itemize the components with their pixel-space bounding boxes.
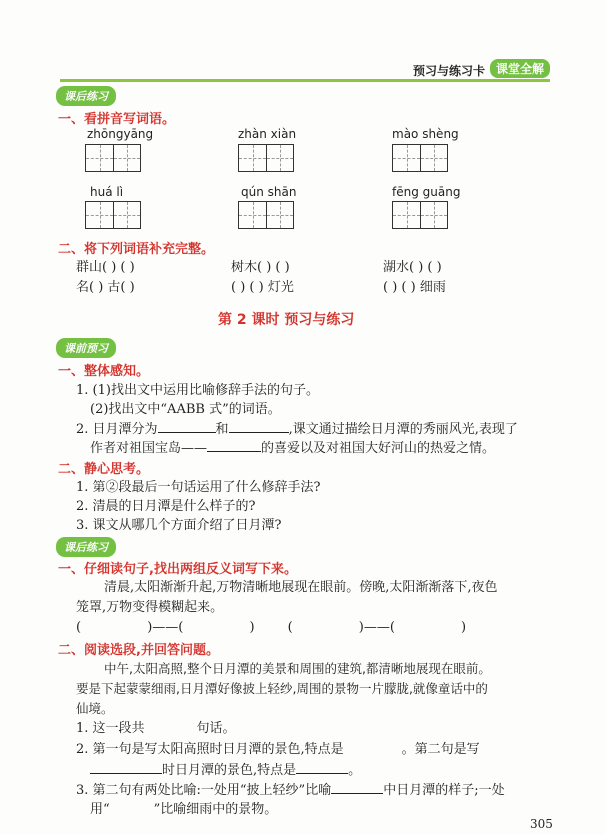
section-tag-before-class: 课前预习 bbox=[56, 338, 116, 358]
question-item: (2)找出文中“AABB 式”的词语。 bbox=[90, 402, 281, 417]
pinyin-label: zhàn xiàn bbox=[238, 127, 297, 141]
text-fragment: 。第二句是写 bbox=[401, 742, 480, 757]
pinyin-label: zhōngyāng bbox=[87, 127, 154, 141]
text-fragment: 2. 第一句是写太阳高照时日月潭的景色,特点是 bbox=[76, 742, 344, 757]
section-tag-after-class: 课后练习 bbox=[56, 86, 116, 106]
antonym-blanks[interactable]: ( )——( ) ( )——( ) bbox=[76, 620, 467, 635]
text-fragment: 。 bbox=[348, 763, 362, 778]
answer-blank[interactable] bbox=[90, 760, 162, 774]
writing-grid[interactable] bbox=[85, 201, 141, 229]
question-title: 二、阅读选段,并回答问题。 bbox=[58, 643, 219, 658]
fill-item: 名( ) 古( ) bbox=[76, 280, 135, 295]
lesson-title: 第 2 课时 预习与练习 bbox=[218, 312, 355, 328]
writing-grid[interactable] bbox=[238, 201, 294, 229]
text-fragment: 作者对祖国宝岛—— bbox=[90, 441, 208, 456]
question-title: 一、整体感知。 bbox=[58, 364, 150, 379]
answer-blank[interactable] bbox=[296, 760, 348, 774]
writing-grid[interactable] bbox=[85, 144, 141, 172]
pinyin-label: fēng guāng bbox=[392, 185, 461, 199]
section-tag-after-class: 课后练习 bbox=[56, 537, 116, 557]
fill-item: 群山( ) ( ) bbox=[76, 260, 135, 275]
question-item bbox=[76, 780, 505, 800]
question-item bbox=[90, 760, 361, 780]
header-badge: 课堂全解 bbox=[490, 59, 550, 78]
passage-text: 中午,太阳高照,整个日月潭的美景和周围的建筑,都清晰地展现在眼前。 bbox=[104, 661, 491, 676]
passage-text: 清晨,太阳渐渐升起,万物清晰地展现在眼前。傍晚,太阳渐渐落下,夜色 bbox=[104, 580, 498, 595]
question-item bbox=[90, 438, 495, 458]
question-title: 一、看拼音写词语。 bbox=[58, 112, 176, 127]
header-title: 预习与练习卡 bbox=[413, 64, 486, 78]
fill-item: 树木( ) ( ) bbox=[231, 260, 290, 275]
question-item bbox=[76, 719, 236, 738]
question-item: 2. 清晨的日月潭是什么样子的? bbox=[76, 499, 256, 514]
pinyin-label: mào shèng bbox=[392, 127, 459, 141]
answer-blank[interactable] bbox=[145, 719, 197, 732]
writing-grid[interactable] bbox=[392, 201, 448, 229]
question-title: 二、静心思考。 bbox=[58, 462, 150, 477]
question-item: 1. 第②段最后一句话运用了什么修辞手法? bbox=[76, 480, 321, 495]
question-title: 二、将下列词语补充完整。 bbox=[58, 242, 215, 257]
text-fragment: 3. 第二句有两处比喻:一处用“披上轻纱”比喻 bbox=[76, 783, 332, 798]
text-fragment: 1. 这一段共 bbox=[76, 721, 145, 736]
answer-blank[interactable] bbox=[158, 419, 216, 433]
pinyin-label: qún shān bbox=[241, 185, 297, 199]
page-number: 305 bbox=[530, 817, 553, 831]
text-fragment: 和 bbox=[215, 422, 229, 437]
text-fragment: 中日月潭的样子;一处 bbox=[383, 783, 505, 798]
text-fragment: ”比喻细雨中的景物。 bbox=[153, 802, 278, 817]
question-item bbox=[76, 740, 480, 759]
question-item bbox=[76, 419, 518, 439]
pinyin-label: huá lì bbox=[90, 185, 124, 199]
answer-blank[interactable] bbox=[229, 419, 289, 433]
question-item bbox=[90, 800, 277, 819]
answer-blank[interactable] bbox=[110, 800, 154, 813]
fill-item: ( ) ( ) 细雨 bbox=[383, 280, 446, 295]
text-fragment: 2. 日月潭分为 bbox=[76, 422, 158, 437]
passage-text: 仙境。 bbox=[76, 701, 114, 716]
writing-grid[interactable] bbox=[238, 144, 294, 172]
fill-item: 湖水( ) ( ) bbox=[383, 260, 442, 275]
question-item: 1. (1)找出文中运用比喻修辞手法的句子。 bbox=[76, 383, 319, 398]
text-fragment: 时日月潭的景色,特点是 bbox=[162, 763, 297, 778]
fill-item: ( ) ( ) 灯光 bbox=[231, 280, 294, 295]
text-fragment: ,课文通过描绘日月潭的秀丽风光,表现了 bbox=[288, 422, 518, 437]
writing-grid[interactable] bbox=[392, 144, 448, 172]
answer-blank[interactable] bbox=[331, 780, 383, 794]
text-fragment: 句话。 bbox=[196, 721, 236, 736]
question-title: 一、仔细读句子,找出两组反义词写下来。 bbox=[58, 562, 297, 577]
text-fragment: 用“ bbox=[90, 802, 110, 817]
text-fragment: 的喜爱以及对祖国大好河山的热爱之情。 bbox=[261, 441, 496, 456]
answer-blank[interactable] bbox=[207, 438, 261, 452]
passage-text: 笼罩,万物变得模糊起来。 bbox=[76, 600, 224, 615]
question-item: 3. 课文从哪几个方面介绍了日月潭? bbox=[76, 518, 282, 533]
passage-text: 要是下起蒙蒙细雨,日月潭好像披上轻纱,周围的景物一片朦胧,就像童话中的 bbox=[76, 681, 488, 696]
answer-blank[interactable] bbox=[344, 740, 402, 753]
header-rule bbox=[60, 79, 550, 82]
